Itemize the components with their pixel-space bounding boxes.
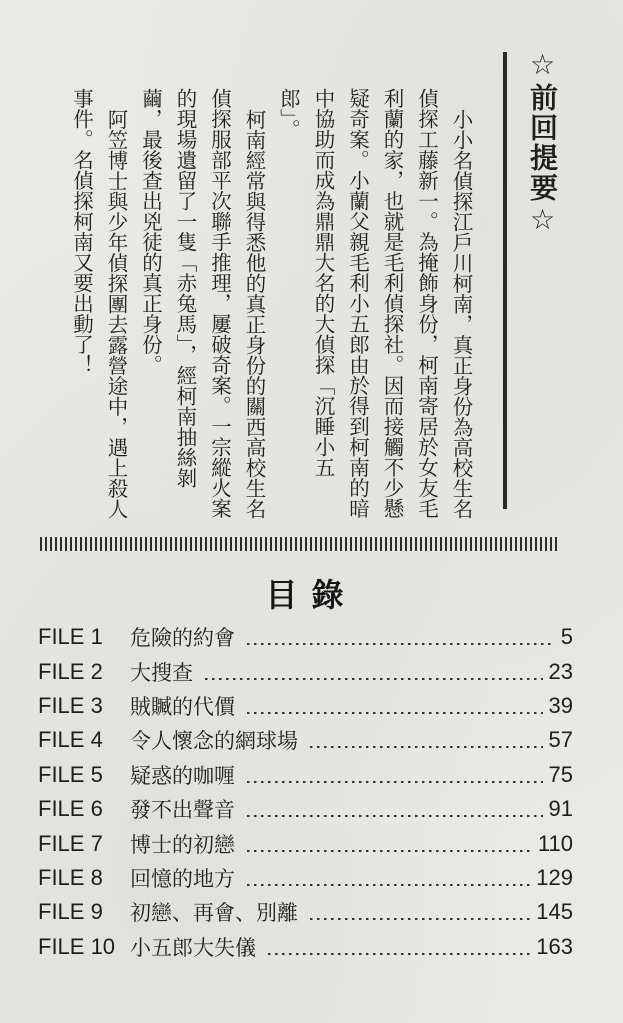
toc-entry[interactable] bbox=[38, 723, 573, 757]
toc-file-number: FILE 3 bbox=[38, 692, 103, 718]
toc-file-number: FILE 8 bbox=[38, 864, 103, 890]
toc-file-number: FILE 7 bbox=[38, 830, 103, 856]
toc-entry[interactable] bbox=[38, 689, 573, 723]
toc-chapter-title: 危險的約會 bbox=[130, 626, 235, 651]
toc-leader-dots bbox=[247, 781, 543, 783]
toc-entry[interactable] bbox=[38, 895, 573, 929]
toc-file-number: FILE 10 bbox=[38, 933, 116, 959]
toc-leader-dots bbox=[247, 884, 530, 886]
toc-leader-dots bbox=[310, 746, 543, 748]
toc-chapter-title: 大搜查 bbox=[130, 660, 193, 685]
toc-entry[interactable] bbox=[38, 654, 573, 688]
table-of-contents bbox=[38, 620, 573, 964]
toc-file-number: FILE 2 bbox=[38, 658, 103, 684]
toc-file-number: FILE 9 bbox=[38, 899, 103, 925]
toc-entry[interactable] bbox=[38, 826, 573, 860]
toc-page-number: 129 bbox=[536, 864, 573, 890]
toc-file-number: FILE 6 bbox=[38, 796, 103, 822]
toc-page-number: 75 bbox=[548, 761, 573, 787]
toc-chapter-title: 疑惑的咖喱 bbox=[130, 763, 235, 788]
recap-paragraph-3: 阿笠博士與少年偵探團去露營途中，遇上殺人事件。名偵探柯南又要出動了！ bbox=[69, 88, 128, 519]
toc-entry[interactable] bbox=[38, 861, 573, 895]
toc-page-number: 39 bbox=[548, 692, 573, 718]
recap-heading: ☆前回提要☆ bbox=[526, 48, 559, 238]
toc-leader-dots bbox=[247, 815, 543, 817]
recap-body bbox=[64, 88, 478, 528]
toc-entry[interactable] bbox=[38, 930, 573, 964]
toc-chapter-title: 令人懷念的網球場 bbox=[130, 729, 298, 754]
toc-page-number: 163 bbox=[536, 933, 573, 959]
toc-file-number: FILE 1 bbox=[38, 624, 103, 650]
recap-paragraph-1: 小小名偵探江戶川柯南，真正身份為高校生名偵探工藤新一。為掩飾身份，柯南寄居於女友毛利蘭的家，也就是毛利偵探社。因而接觸不少懸疑奇案。小蘭父親毛利小五郎由於得到柯南的暗中協助而成為鼎鼎大名的大偵探「沉睡小五郎」。 bbox=[276, 88, 473, 519]
toc-file-number: FILE 5 bbox=[38, 761, 103, 787]
recap-paragraph-2: 柯南經常與得悉他的真正身份的關西高校生名偵探服部平次聯手推理，屢破奇案。一宗縱火案的現場遺留了一隻「赤兔馬」，經柯南抽絲剝繭，最後查出兇徒的真正身份。 bbox=[138, 88, 266, 519]
toc-chapter-title: 賊贓的代價 bbox=[130, 694, 235, 719]
toc-page-number: 57 bbox=[548, 727, 573, 753]
toc-leader-dots bbox=[205, 678, 543, 680]
section-divider bbox=[40, 537, 560, 551]
toc-title: 目錄 bbox=[265, 576, 358, 614]
toc-page-number: 110 bbox=[537, 830, 573, 856]
toc-leader-dots bbox=[247, 643, 555, 645]
toc-chapter-title: 發不出聲音 bbox=[130, 798, 235, 823]
toc-entry[interactable] bbox=[38, 792, 573, 826]
toc-file-number: FILE 4 bbox=[38, 727, 103, 753]
toc-chapter-title: 回憶的地方 bbox=[130, 866, 235, 891]
toc-leader-dots bbox=[247, 850, 532, 852]
recap-divider-line bbox=[503, 52, 507, 509]
toc-leader-dots bbox=[247, 712, 543, 714]
toc-page-number: 5 bbox=[560, 624, 573, 650]
toc-entry[interactable] bbox=[38, 620, 573, 654]
toc-page-number: 23 bbox=[548, 658, 573, 684]
toc-chapter-title: 初戀、再會、別離 bbox=[130, 901, 298, 926]
toc-entry[interactable] bbox=[38, 758, 573, 792]
toc-page-number: 145 bbox=[536, 899, 573, 925]
toc-leader-dots bbox=[268, 953, 530, 955]
toc-chapter-title: 小五郎大失儀 bbox=[130, 935, 256, 960]
toc-leader-dots bbox=[310, 918, 530, 920]
toc-page-number: 91 bbox=[548, 796, 573, 822]
toc-chapter-title: 博士的初戀 bbox=[130, 832, 235, 857]
